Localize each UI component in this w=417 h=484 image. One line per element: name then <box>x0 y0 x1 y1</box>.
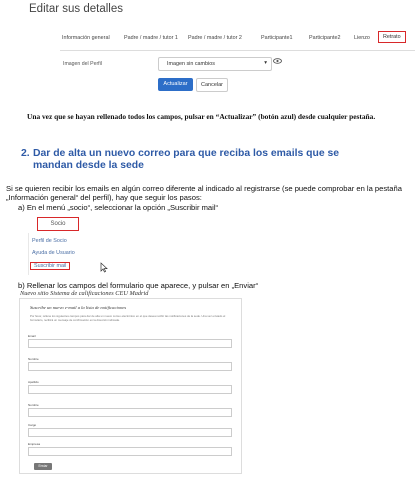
cancel-button[interactable]: Cancelar <box>196 78 228 92</box>
section-title-line1: Dar de alta un nuevo correo para que reciba los emails que se <box>33 148 340 159</box>
section-body: Si se quieren recibir los emails en algún correo diferente al indicado al registrarse (se puede comprobar en la pestaña „Información general“ del perfil), hay que seguir los pasos: <box>6 184 402 202</box>
profile-image-label: Imagen del Perfil <box>63 61 102 67</box>
field-label-empresa: Empresa <box>28 442 41 446</box>
update-button[interactable]: Actualizar <box>158 78 193 91</box>
mouse-cursor-icon <box>100 262 108 273</box>
menu-item-ayuda-de-usuario[interactable]: Ayuda de Usuario <box>32 250 75 256</box>
step-b: b) Rellenar los campos del formulario que aparece, y pulsar en „Enviar“ <box>18 281 259 290</box>
socio-menu-screenshot <box>28 216 112 276</box>
nombre-2-field[interactable] <box>28 408 232 417</box>
profile-image-select[interactable] <box>158 57 272 71</box>
profile-image-select-value: Imagen sin cambios <box>167 61 215 67</box>
form-description: Por favor, rellene los siguientes campos para dar de alta un nuevo correo electrónico en el que desea recibir las notificaciones de la sede. Una vez enviado el formulario, recibirá un mensaje de confirmación en la dirección indicada. <box>30 314 226 322</box>
page-title: Editar sus detalles <box>29 3 123 15</box>
tab-padre-madre-tutor-1[interactable]: Padre / madre / tutor 1 <box>124 35 178 41</box>
section-number: 2. <box>21 148 30 159</box>
empresa-field[interactable] <box>28 447 232 456</box>
tab-lienzo[interactable]: Lienzo <box>354 35 370 41</box>
field-label-nombre-2: Nombre <box>28 403 39 407</box>
nombre-field[interactable] <box>28 362 232 371</box>
update-note: Una vez que se hayan rellenado todos los campos, pulsar en “Actualizar” (botón azul) desde cualquier pestaña. <box>27 112 376 121</box>
menu-item-perfil-de-socio[interactable]: Perfil de Socio <box>32 238 67 244</box>
tab-participante2[interactable]: Participante2 <box>309 35 341 41</box>
cargo-field[interactable] <box>28 428 232 437</box>
subscribe-form-screenshot <box>19 298 242 474</box>
field-label-cargo: Cargo <box>28 423 37 427</box>
menu-item-suscribir-mail[interactable]: Suscribir mail <box>30 262 70 270</box>
section-heading <box>21 148 391 172</box>
apellido-field[interactable] <box>28 385 232 394</box>
tab-informacion-general[interactable]: Información general <box>62 35 110 41</box>
profile-tabs <box>60 30 415 51</box>
socio-menu-button[interactable]: Socio <box>37 217 79 231</box>
tab-padre-madre-tutor-2[interactable]: Padre / madre / tutor 2 <box>188 35 242 41</box>
field-label-email: Email <box>28 334 36 338</box>
email-field[interactable] <box>28 339 232 348</box>
form-site-header: Nuevo sitio Sistema de calificaciones CEU Madrid <box>20 290 149 297</box>
field-label-apellido: Apellido <box>28 380 39 384</box>
step-a: a) En el menú „socio“, seleccionar la opción „Suscribir mail“ <box>18 203 219 212</box>
form-title: Suscribe un nuevo e-mail a la lista de notificaciones <box>30 305 127 310</box>
tab-retrato[interactable]: Retrato <box>378 31 406 43</box>
tab-participante1[interactable]: Participante1 <box>261 35 293 41</box>
section-title-line2: mandan desde la sede <box>33 160 144 171</box>
chevron-down-icon: ▾ <box>264 60 267 66</box>
eye-icon[interactable] <box>273 58 282 66</box>
edit-details-screenshot <box>0 0 417 96</box>
submit-button[interactable]: Enviar <box>34 463 52 470</box>
field-label-nombre: Nombre <box>28 357 39 361</box>
